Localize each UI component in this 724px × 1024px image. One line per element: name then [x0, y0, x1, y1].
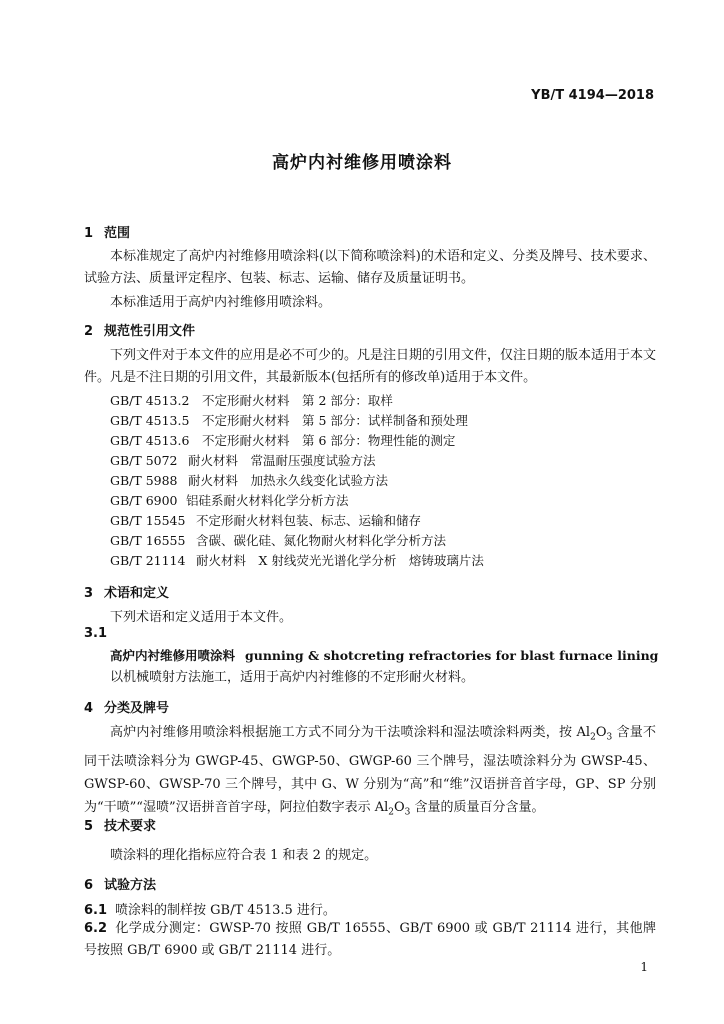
term-chinese: 高炉内衬维修用喷涂料	[110, 648, 236, 663]
subscript: 2	[590, 732, 596, 743]
text-run: O	[595, 725, 607, 740]
section-number: 4	[84, 701, 94, 716]
reference-title: 不定形耐火材料 第 5 部分：试样制备和预处理	[202, 413, 468, 428]
section-1-paragraph-2: 本标准适用于高炉内衬维修用喷涂料。	[110, 295, 332, 310]
term-definition: 以机械喷射方法施工，适用于高炉内衬维修的不定形耐火材料。	[110, 670, 475, 685]
reference-title: 不定形耐火材料包装、标志、运输和储存	[196, 513, 422, 528]
reference-item	[110, 471, 388, 489]
section-4-heading	[84, 697, 169, 716]
section-3-heading	[84, 582, 169, 601]
reference-item	[110, 531, 446, 549]
clause-text: 喷涂料的制样按 GB/T 4513.5 进行。	[115, 903, 336, 918]
section-5-heading	[84, 815, 156, 834]
term-number: 3.1	[84, 626, 108, 641]
section-title: 术语和定义	[104, 586, 170, 601]
subscript: 3	[404, 807, 411, 818]
reference-item	[110, 491, 349, 509]
section-3-paragraph-1: 下列术语和定义适用于本文件。	[110, 610, 293, 625]
subscript: 2	[388, 807, 394, 818]
section-title: 范围	[104, 226, 131, 241]
section-4-paragraph	[84, 721, 656, 824]
reference-title: 耐火材料 常温耐压强度试验方法	[188, 453, 376, 468]
subscript: 3	[606, 732, 613, 743]
document-title: 高炉内衬维修用喷涂料	[272, 153, 452, 173]
section-2-paragraph-1: 下列文件对于本文件的应用是必不可少的。凡是注日期的引用文件，仅注日期的版本适用于本文件。凡是不注日期的引用文件，其最新版本(包括所有的修改单)适用于本文件。	[84, 348, 657, 385]
reference-item	[110, 451, 376, 469]
reference-code: GB/T 4513.5	[110, 413, 190, 428]
clause-6-2	[84, 918, 656, 962]
section-1-paragraph-1: 本标准规定了高炉内衬维修用喷涂料(以下简称喷涂料)的术语和定义、分类及牌号、技术要求、试验方法、质量评定程序、包装、标志、运输、储存及质量证明书。	[84, 249, 656, 286]
reference-code: GB/T 4513.2	[110, 393, 190, 408]
section-number: 5	[84, 819, 94, 834]
section-number: 2	[84, 324, 94, 339]
reference-code: GB/T 4513.6	[110, 433, 190, 448]
section-number: 6	[84, 878, 94, 893]
reference-title: 不定形耐火材料 第 6 部分：物理性能的测定	[202, 433, 456, 448]
reference-title: 耐火材料 X 射线荧光光谱化学分析 熔铸玻璃片法	[196, 553, 484, 568]
text-run: 含量不同干法喷涂料分为 GWGP-45、GWGP-50、GWGP-60 三个牌号，湿法喷涂料分为 GWSP-45、GWSP-60、GWSP-70 三个牌号，其中 G、W 分别为“高”和“维”汉语拼音首字母，GP、SP 分别为“干喷”“湿喷”汉语拼音首字母，阿拉伯数字表示 Al	[84, 725, 656, 815]
reference-title: 铝硅系耐火材料化学分析方法	[186, 493, 349, 508]
reference-code: GB/T 21114	[110, 553, 186, 568]
section-5-paragraph: 喷涂料的理化指标应符合表 1 和表 2 的规定。	[110, 848, 378, 863]
section-2-heading	[84, 320, 195, 339]
reference-item	[110, 411, 468, 429]
reference-code: GB/T 5072	[110, 453, 178, 468]
reference-code: GB/T 15545	[110, 513, 186, 528]
clause-number: 6.1	[84, 903, 108, 918]
reference-code: GB/T 16555	[110, 533, 186, 548]
reference-code: GB/T 6900	[110, 493, 178, 508]
reference-item	[110, 391, 393, 409]
section-number: 3	[84, 586, 94, 601]
reference-item	[110, 431, 455, 449]
reference-title: 含碳、碳化硅、氮化物耐火材料化学分析方法	[196, 533, 447, 548]
reference-code: GB/T 5988	[110, 473, 178, 488]
text-run: 含量的质量百分含量。	[410, 799, 545, 815]
reference-title: 耐火材料 加热永久线变化试验方法	[188, 473, 389, 488]
reference-item	[110, 511, 421, 529]
section-title: 分类及牌号	[104, 701, 170, 716]
reference-item	[110, 551, 484, 569]
section-title: 技术要求	[104, 819, 157, 834]
section-title: 试验方法	[104, 878, 157, 893]
clause-text: 化学成分测定：GWSP-70 按照 GB/T 16555、GB/T 6900 或 GB/T 21114 进行，其他牌号按照 GB/T 6900 或 GB/T 21114 进行。	[84, 921, 656, 958]
section-1-heading	[84, 222, 130, 241]
section-6-heading	[84, 874, 156, 893]
section-number: 1	[84, 226, 94, 241]
term-entry	[110, 646, 658, 664]
reference-title: 不定形耐火材料 第 2 部分：取样	[202, 393, 393, 408]
clause-number: 6.2	[84, 921, 108, 936]
text-run: O	[394, 799, 405, 815]
standard-number: YB/T 4194—2018	[531, 88, 654, 103]
term-english: gunning & shotcreting refractories for blast furnace lining	[245, 648, 659, 663]
text-run: 高炉内衬维修用喷涂料根据施工方式不同分为干法喷涂料和湿法喷涂料两类，按 Al	[110, 725, 591, 740]
page-number: 1	[640, 960, 648, 974]
section-title: 规范性引用文件	[104, 324, 196, 339]
